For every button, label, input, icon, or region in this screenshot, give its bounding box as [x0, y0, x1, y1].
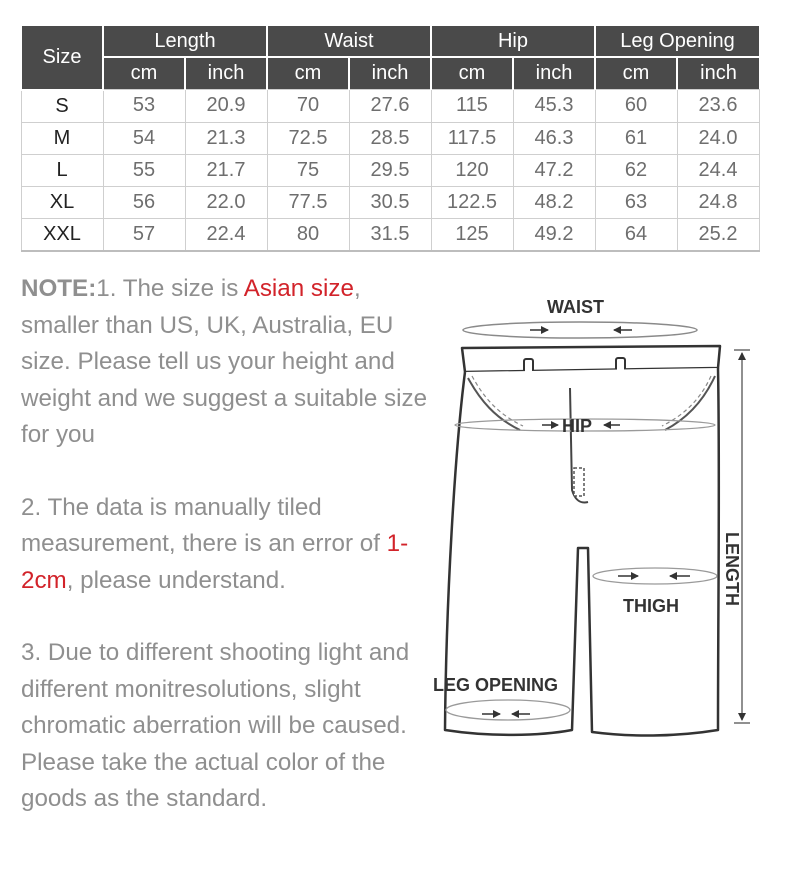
table-cell: 49.2: [513, 218, 595, 251]
waist-label: WAIST: [547, 297, 604, 317]
table-cell: 54: [103, 122, 185, 154]
table-cell: 31.5: [349, 218, 431, 251]
note-2-text-a: 2. The data is manually tiled measurement, there is an error of: [21, 493, 387, 557]
unit-header: inch: [185, 57, 267, 90]
table-cell: 24.0: [677, 122, 759, 154]
leg-opening-label: LEG OPENING: [433, 675, 559, 695]
table-cell: 21.3: [185, 122, 267, 154]
unit-header: inch: [349, 57, 431, 90]
size-cell: L: [21, 154, 103, 186]
unit-header: cm: [267, 57, 349, 90]
note-1-text-b: , smaller than US, UK, Australia, EU size. Please tell us your height and weight and we suggest a suitable size for you: [21, 275, 428, 448]
size-cell: XXL: [21, 218, 103, 251]
table-cell: 53: [103, 90, 185, 123]
unit-header: inch: [513, 57, 595, 90]
size-cell: M: [21, 122, 103, 154]
note-2: [21, 490, 441, 600]
table-cell: 28.5: [349, 122, 431, 154]
note-1-text-a: 1. The size is: [96, 275, 244, 302]
table-cell: 61: [595, 122, 677, 154]
table-cell: 117.5: [431, 122, 513, 154]
table-cell: 122.5: [431, 186, 513, 218]
table-cell: 47.2: [513, 154, 595, 186]
table-row: [21, 90, 759, 123]
table-cell: 62: [595, 154, 677, 186]
table-cell: 63: [595, 186, 677, 218]
table-group-header-row: [21, 26, 759, 57]
size-chart-table: [20, 26, 760, 252]
table-cell: 24.8: [677, 186, 759, 218]
table-row: [21, 186, 759, 218]
table-cell: 56: [103, 186, 185, 218]
table-cell: 20.9: [185, 90, 267, 123]
table-cell: 60: [595, 90, 677, 123]
table-cell: 25.2: [677, 218, 759, 251]
unit-header: inch: [677, 57, 759, 90]
table-cell: 29.5: [349, 154, 431, 186]
size-notes: [21, 271, 441, 854]
table-cell: 22.4: [185, 218, 267, 251]
table-cell: 21.7: [185, 154, 267, 186]
leg-opening-header: Leg Opening: [595, 26, 759, 57]
table-cell: 30.5: [349, 186, 431, 218]
table-cell: 22.0: [185, 186, 267, 218]
table-cell: 115: [431, 90, 513, 123]
unit-header: cm: [431, 57, 513, 90]
table-cell: 27.6: [349, 90, 431, 123]
table-cell: 64: [595, 218, 677, 251]
table-cell: 24.4: [677, 154, 759, 186]
error-range-highlight: 1-2cm: [21, 530, 409, 594]
size-header: Size: [21, 26, 103, 90]
shorts-measurement-diagram: [420, 280, 790, 780]
table-row: [21, 154, 759, 186]
table-cell: 75: [267, 154, 349, 186]
table-row: [21, 218, 759, 251]
note-3: 3. Due to different shooting light and different monitresolutions, slight chromatic aberration will be caused. Please take the actual color of the goods as the standard.: [21, 639, 410, 812]
size-cell: S: [21, 90, 103, 123]
table-cell: 48.2: [513, 186, 595, 218]
hip-label: HIP: [562, 416, 593, 436]
waist-measure-ellipse: [463, 322, 697, 338]
table-cell: 120: [431, 154, 513, 186]
table-cell: 70: [267, 90, 349, 123]
unit-header: cm: [103, 57, 185, 90]
note-label: NOTE:: [21, 275, 97, 302]
table-cell: 77.5: [267, 186, 349, 218]
table-unit-header-row: [21, 57, 759, 90]
size-cell: XL: [21, 186, 103, 218]
table-cell: 45.3: [513, 90, 595, 123]
fly-zip: [574, 468, 584, 496]
note-2-text-b: , please understand.: [66, 566, 286, 594]
asian-size-highlight: Asian size: [243, 275, 354, 302]
table-row: [21, 122, 759, 154]
table-cell: 80: [267, 218, 349, 251]
table-cell: 57: [103, 218, 185, 251]
table-cell: 72.5: [267, 122, 349, 154]
waist-header: Waist: [267, 26, 431, 57]
table-cell: 46.3: [513, 122, 595, 154]
unit-header: cm: [595, 57, 677, 90]
length-label: LENGTH: [722, 532, 742, 606]
note-1: [21, 271, 441, 454]
hip-header: Hip: [431, 26, 595, 57]
thigh-label: THIGH: [623, 596, 679, 616]
table-cell: 55: [103, 154, 185, 186]
length-header: Length: [103, 26, 267, 57]
table-cell: 125: [431, 218, 513, 251]
shorts-illustration: [420, 280, 790, 780]
waistband-outline: [462, 346, 720, 372]
table-cell: 23.6: [677, 90, 759, 123]
